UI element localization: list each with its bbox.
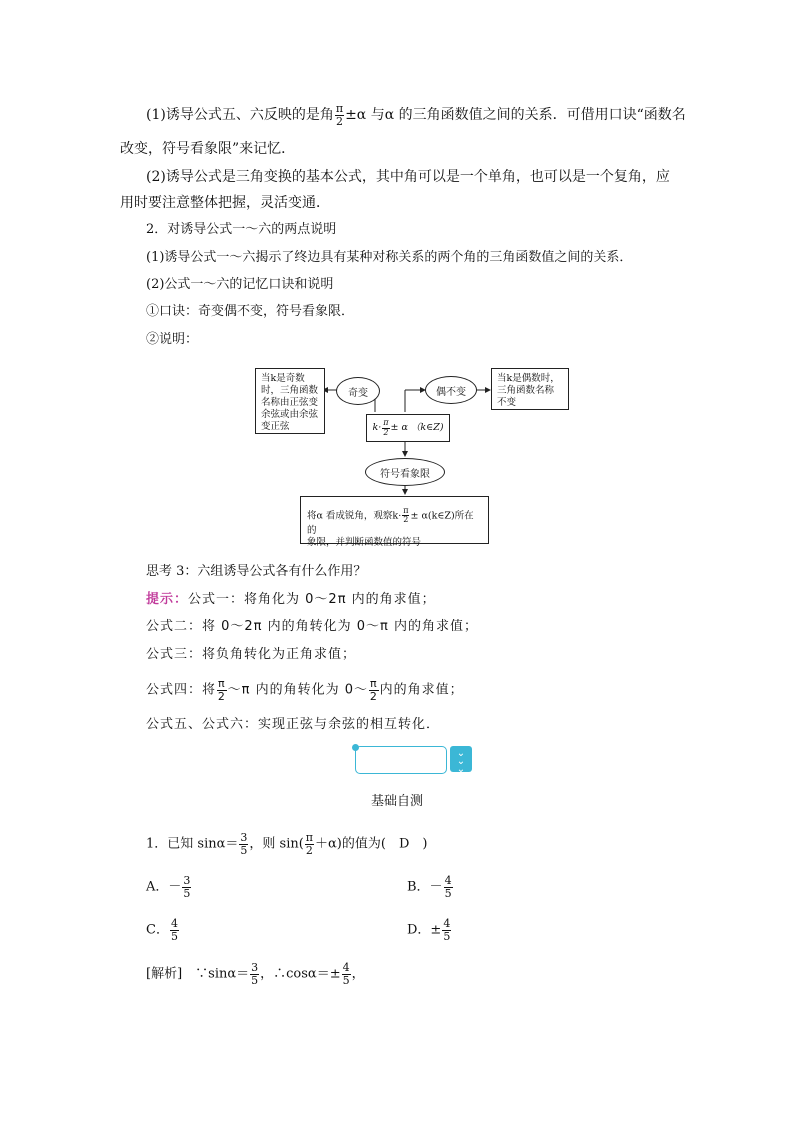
acute-den: 2 xyxy=(403,515,409,525)
acute-fraction xyxy=(402,507,409,525)
hint4-b: ～π 内的角转化为 0～ xyxy=(227,682,369,698)
analysis-b: ，∴cosα＝± xyxy=(260,966,341,982)
sign-quadrant-oval xyxy=(365,458,445,486)
acute-line1 xyxy=(307,507,482,537)
q1-frac2 xyxy=(305,832,314,856)
option-c-den: 5 xyxy=(170,929,178,943)
analysis-a: ∵sinα＝ xyxy=(195,966,250,982)
section2-para1: (1)诱导公式一～六揭示了终边具有某种对称关系的两个角的三角函数值之间的关系． xyxy=(146,250,633,265)
option-a-den: 5 xyxy=(183,886,191,900)
hint-line5: 公式五、公式六：实现正弦与余弦的相互转化． xyxy=(146,717,441,732)
option-d-den: 5 xyxy=(443,929,451,943)
option-b-frac xyxy=(444,875,453,899)
q1-num2: π xyxy=(305,831,314,844)
option-b-num: 4 xyxy=(444,874,452,887)
acute-angle-box xyxy=(300,496,489,548)
section2-title: 2．对诱导公式一～六的两点说明 xyxy=(146,222,337,237)
odd-k-text: 当k是奇数时，三角函数名称由正弦变余弦或由余弦变正弦 xyxy=(261,373,319,432)
analysis xyxy=(146,962,365,986)
acute-line2: 象限，并判断函数值的符号 xyxy=(307,536,422,548)
hint-line3: 公式三：将负角转化为正角求值； xyxy=(146,647,357,662)
option-a-label: A．－ xyxy=(146,879,182,895)
para1-text-a: (1)诱导公式五、六反映的是角 xyxy=(146,107,334,124)
even-nochange-oval xyxy=(425,376,477,404)
angle-formula-box xyxy=(366,414,450,442)
option-c-num: 4 xyxy=(170,917,178,930)
q1-a: 1．已知 sinα＝ xyxy=(146,836,239,852)
formula-rest: ± α （k∈Z) xyxy=(390,422,444,433)
hint4-a: 公式四：将 xyxy=(146,682,217,698)
hint4-frac1 xyxy=(217,678,227,702)
hint4-den1: 2 xyxy=(217,689,226,703)
q1-den2: 2 xyxy=(305,843,313,857)
explanation-label: ②说明： xyxy=(146,332,199,347)
analysis-num: 3 xyxy=(251,961,259,974)
option-a-frac xyxy=(182,875,191,899)
q1-c: ＋α)的值为( D ) xyxy=(315,836,428,852)
frac-num: π xyxy=(335,102,344,115)
para2-line1: (2)诱导公式是三角变换的基本公式，其中角可以是一个单角，也可以是一个复角，应 xyxy=(146,169,670,185)
even-nochange-label: 偶不变 xyxy=(436,386,466,398)
acute-text-b: ± α(k∈Z)所在的 xyxy=(307,510,474,536)
hint4-num1: π xyxy=(218,677,226,690)
hint-line1 xyxy=(146,590,436,610)
para2-line2: 用时要注意整体把握，灵活变通． xyxy=(120,195,330,211)
acute-num: π xyxy=(403,506,409,515)
analysis-c: ， xyxy=(351,966,365,982)
expand-chevron-icon[interactable]: ⌄ ⌄ ⌄ xyxy=(450,746,472,772)
acute-text-a: 将α 看成锐角，观察k· xyxy=(307,510,402,522)
frac-den: 2 xyxy=(335,114,343,128)
section-title: 基础自测 xyxy=(370,794,423,809)
q1-num: 3 xyxy=(240,831,248,844)
analysis-label: [解析] xyxy=(146,966,183,982)
option-d[interactable] xyxy=(407,918,452,942)
odd-change-label: 奇变 xyxy=(348,387,368,399)
formula-fraction xyxy=(382,419,389,437)
option-c-frac xyxy=(170,918,179,942)
question1 xyxy=(146,832,427,856)
hint-label: 提示： xyxy=(146,592,189,607)
hint4-c: 内的角求值； xyxy=(379,682,464,698)
analysis-frac1 xyxy=(250,962,259,986)
analysis-num2: 4 xyxy=(342,961,350,974)
option-c-label: C． xyxy=(146,922,169,938)
hint4-num2: π xyxy=(370,677,378,690)
hint-line2: 公式二：将 0～2π 内的角转化为 0～π 内的角求值； xyxy=(146,619,478,634)
option-b[interactable] xyxy=(407,875,454,899)
formula-num: π xyxy=(383,418,389,428)
section2-para2: (2)公式一～六的记忆口诀和说明 xyxy=(146,277,334,292)
q1-den: 5 xyxy=(240,843,248,857)
think3-question: 思考 3：六组诱导公式各有什么作用？ xyxy=(146,564,367,579)
even-k-text: 当k是偶数时，三角函数名称不变 xyxy=(497,373,560,408)
option-b-den: 5 xyxy=(444,886,452,900)
option-a[interactable] xyxy=(146,875,192,899)
option-c[interactable] xyxy=(146,918,180,942)
formula-den: 2 xyxy=(383,427,389,437)
hint4-den2: 2 xyxy=(369,689,378,703)
odd-change-oval xyxy=(336,377,380,405)
option-d-num: 4 xyxy=(443,917,451,930)
option-d-frac xyxy=(442,918,451,942)
q1-b: ，则 sin( xyxy=(249,836,304,852)
hint1-text: 公式一：将角化为 0～2π 内的角求值； xyxy=(188,592,436,607)
formula-k: k· xyxy=(372,422,382,433)
option-a-num: 3 xyxy=(183,874,191,887)
para1-line2: 改变，符号看象限”来记忆． xyxy=(120,141,296,157)
q1-frac1 xyxy=(239,832,248,856)
analysis-den2: 5 xyxy=(342,973,350,987)
section-banner xyxy=(355,746,447,774)
option-d-label: D．± xyxy=(407,922,442,938)
mnemonic-line: ①口诀：奇变偶不变，符号看象限． xyxy=(146,304,355,319)
para1-text-b: ±α 与α 的三角函数值之间的关系．可借用口诀“函数名 xyxy=(345,107,686,124)
hint-line4 xyxy=(146,678,464,702)
analysis-den: 5 xyxy=(251,973,259,987)
sign-quadrant-label: 符号看象限 xyxy=(380,468,430,480)
odd-k-box xyxy=(255,368,325,434)
even-k-box xyxy=(491,368,569,410)
hint4-frac2 xyxy=(369,678,379,702)
analysis-frac2 xyxy=(342,962,351,986)
option-b-label: B．－ xyxy=(407,879,443,895)
